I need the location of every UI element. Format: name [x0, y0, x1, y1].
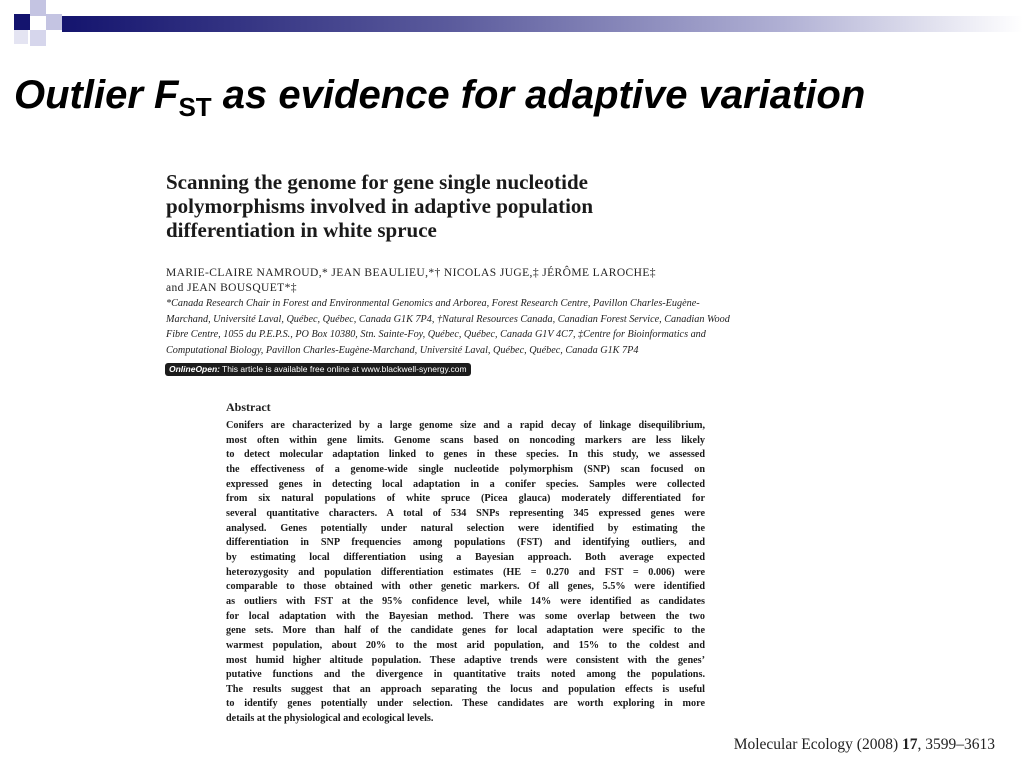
affiliation-line: Marchand, Université Laval, Québec, Québec, Canada G1K 7P4, †Natural Resources Canada, Canadian Forest Service, Canadian Wood	[166, 313, 730, 325]
online-open-badge	[165, 363, 471, 376]
paper-affiliations	[166, 296, 766, 358]
abstract-line: the effectiveness of a genome-wide single nucleotide polymorphism (SNP) scan focused on	[226, 463, 705, 475]
abstract-line: by estimating local differentiation using a Bayesian approach. Both average expected	[226, 551, 705, 563]
slide-title-main: Outlier F	[14, 73, 179, 117]
header-square-light	[46, 14, 62, 30]
citation-volume: 17	[902, 736, 918, 753]
abstract-line: several quantitative characters. A total of 534 SNPs representing 345 expressed genes were	[226, 507, 705, 519]
abstract-line: as outliers with FST at the 95% confidence level, while 14% were identified as candidates	[226, 595, 705, 607]
abstract-line: differentiation in SNP frequencies among populations (FST) and identifying outliers, and	[226, 537, 705, 549]
paper-title-line: polymorphisms involved in adaptive population	[166, 194, 594, 218]
abstract-line: expressed genes in detecting local adaptation in a conifer species. Samples were collected	[226, 478, 705, 490]
abstract-line: from six natural populations of white spruce (Picea glauca) moderately differentiated for	[226, 493, 705, 505]
paper-title	[166, 170, 726, 242]
header-square-light	[30, 30, 46, 46]
abstract-line: most often within gene limits. Genome scans based on noncoding markers are less likely	[226, 434, 705, 446]
header-square-dark	[14, 14, 30, 30]
slide-title	[14, 70, 865, 132]
header-square-faint	[14, 30, 28, 44]
affiliation-line: Computational Biology, Pavillon Charles-Eugène-Marchand, Université Laval, Québec, Québec, Canada G1K 7P4	[166, 344, 639, 356]
online-open-label: OnlineOpen:	[169, 364, 220, 374]
abstract-line: putative functions and the divergence in quantitative traits noted among the populations.	[226, 669, 705, 681]
affiliation-line: Fibre Centre, 1055 du P.E.P.S., PO Box 10380, Stn. Sainte-Foy, Québec, Québec, Canada G1V 4C7, ‡Centre for Bioinformatics and	[166, 329, 706, 340]
abstract-line: most humid higher altitude population. These adaptive trends were consistent with the genes’	[226, 654, 705, 666]
abstract-line: for local adaptation with the Bayesian method. There was some overlap between the two	[226, 610, 705, 622]
online-open-text: This article is available free online at www.blackwell-synergy.com	[222, 364, 467, 374]
authors-line: and JEAN BOUSQUET*‡	[166, 282, 297, 294]
abstract-line: Conifers are characterized by a large genome size and a rapid decay of linkage disequilibrium,	[226, 420, 705, 431]
citation-journal: Molecular Ecology (2008)	[733, 736, 902, 753]
abstract-line: analysed. Genes potentially under natural selection were identified by estimating the	[226, 522, 705, 534]
abstract-line: to identify genes potentially under selection. These candidates are worth exploring in more	[226, 698, 705, 710]
journal-citation	[734, 736, 995, 754]
slide-title-subscript: ST	[178, 92, 212, 122]
abstract-line: to detect molecular adaptation linked to genes in these species. In this study, we assessed	[226, 449, 705, 461]
abstract-line: gene sets. More than half of the candidate genes for local adaptation were specific to the	[226, 625, 705, 637]
citation-pages: , 3599–3613	[917, 736, 995, 753]
affiliation-line: *Canada Research Chair in Forest and Environmental Genomics and Arborea, Forest Research Centre, Pavillon Charles-Eugène-	[166, 298, 700, 309]
abstract-line: comparable to those obtained with other genetic markers. Of all genes, 5.5% were identified	[226, 581, 705, 593]
paper-authors	[166, 266, 766, 296]
header-gradient-bar	[62, 16, 1023, 32]
abstract-line: warmest population, about 20% to the most arid population, and 15% to the coldest and	[226, 639, 705, 651]
abstract-line: The results suggest that an approach separating the locus and population effects is useful	[226, 683, 705, 695]
slide-title-rest: as evidence for adaptive variation	[211, 73, 866, 117]
paper-title-line: Scanning the genome for gene single nucleotide	[166, 170, 588, 194]
abstract-body	[226, 419, 705, 727]
authors-line: MARIE-CLAIRE NAMROUD,* JEAN BEAULIEU,*† NICOLAS JUGE,‡ JÉRÔME LAROCHE‡	[166, 267, 656, 279]
header-square-light	[30, 0, 46, 16]
paper-title-line: differentiation in white spruce	[166, 218, 437, 242]
abstract-line: heterozygosity and population differentiation estimates (HE = 0.270 and FST = 0.006) were	[226, 566, 705, 578]
abstract-line: details at the physiological and ecological levels.	[226, 713, 434, 725]
abstract-heading: Abstract	[226, 400, 271, 414]
